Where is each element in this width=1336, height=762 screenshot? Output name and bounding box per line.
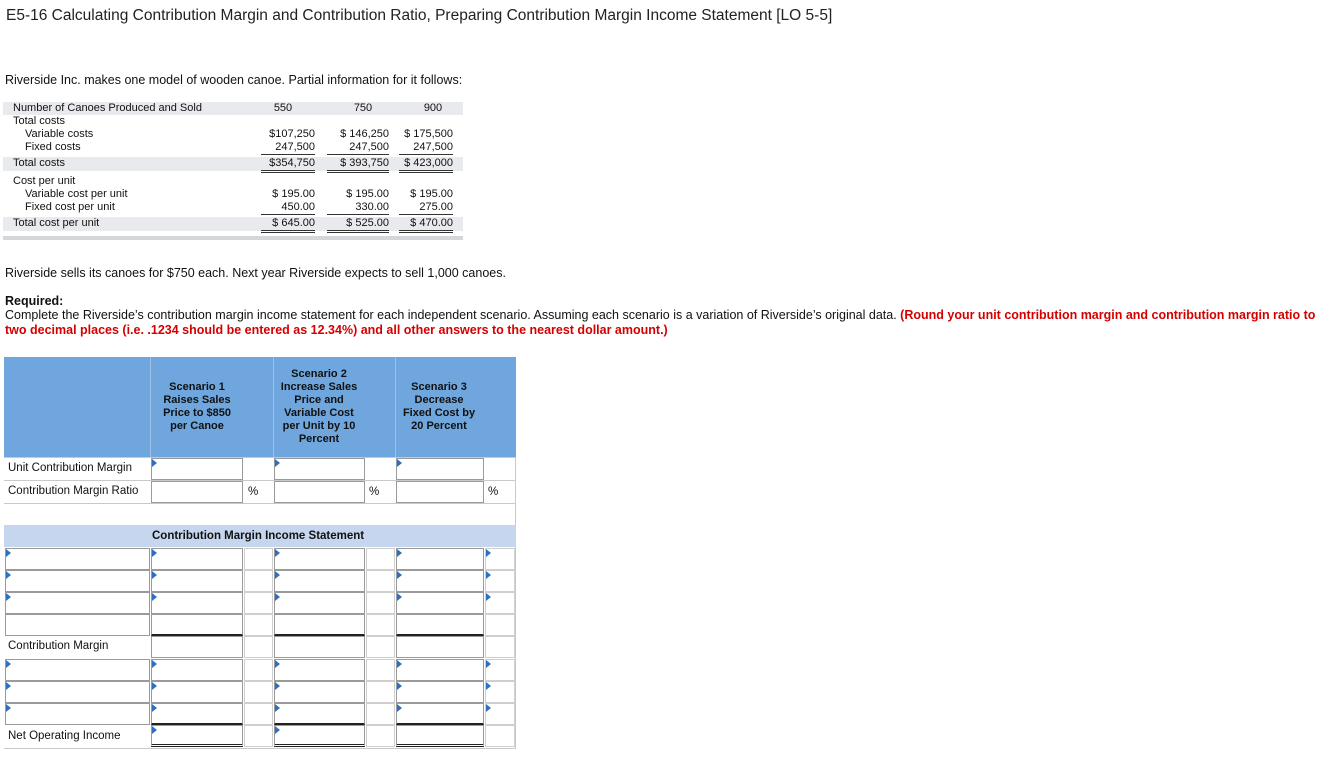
s1-unit-cm-input[interactable] — [151, 458, 243, 480]
spacer-cell — [366, 681, 395, 703]
spacer-cell — [244, 636, 273, 658]
s3-amount-input[interactable] — [396, 636, 484, 658]
info-table-footer-bar — [3, 236, 463, 240]
spacer-cell — [485, 548, 515, 570]
info-header-900: 900 — [423, 102, 443, 114]
s2-amount-input[interactable] — [274, 703, 365, 725]
spacer-cell — [244, 548, 273, 570]
s1-cm-ratio-input[interactable] — [151, 481, 243, 503]
spacer-cell — [485, 681, 515, 703]
s2-amount-input[interactable] — [274, 592, 365, 614]
required-heading: Required: — [5, 294, 64, 308]
s2-unit-cm-input[interactable] — [274, 458, 365, 480]
s2-amount-input[interactable] — [274, 659, 365, 681]
spacer-cell — [485, 570, 515, 592]
s3-amount-input[interactable] — [396, 592, 484, 614]
spacer-cell — [485, 703, 515, 725]
is-line-item-select[interactable] — [5, 548, 150, 570]
spacer-cell — [366, 636, 395, 658]
spacer-cell — [366, 548, 395, 570]
rounding-note: (Round your unit contribution margin and contribution margin ratio to two decimal places (i.e. .1234 should be entered as 12.34%) and all other answers to the nearest dollar amount.) — [5, 308, 1316, 337]
spacer-cell — [244, 703, 273, 725]
s2-cm-ratio-input[interactable] — [274, 481, 365, 503]
is-line-item-select[interactable] — [5, 570, 150, 592]
spacer-cell — [366, 592, 395, 614]
tcpu-900: $ 470.00 — [399, 217, 453, 233]
fcpu-750: 330.00 — [327, 201, 389, 215]
is-line-item-select[interactable] — [5, 659, 150, 681]
cost-per-unit-heading: Cost per unit — [13, 175, 76, 187]
info-header-row — [3, 102, 463, 115]
s3-amount-input[interactable] — [396, 548, 484, 570]
net-operating-income-label: Net Operating Income — [8, 730, 121, 742]
total-cost-per-unit-label: Total cost per unit — [13, 217, 100, 229]
fixed-costs-label: Fixed costs — [25, 141, 81, 153]
spacer-cell — [366, 570, 395, 592]
s3-cm-ratio-input[interactable] — [396, 481, 484, 503]
s1-amount-input[interactable] — [151, 592, 243, 614]
unit-contribution-margin-label: Unit Contribution Margin — [8, 462, 133, 474]
spacer-cell — [366, 614, 395, 636]
intro-text: Riverside Inc. makes one model of wooden canoe. Partial information for it follows: — [5, 73, 463, 87]
spacer-cell — [485, 659, 515, 681]
spacer-cell — [485, 636, 515, 658]
s1-amount-input[interactable] — [151, 725, 243, 747]
s3-amount-input[interactable] — [396, 725, 484, 747]
variable-costs-label: Variable costs — [25, 128, 94, 140]
s2-amount-input[interactable] — [274, 636, 365, 658]
fcpu-550: 450.00 — [261, 201, 315, 215]
spacer-cell — [244, 659, 273, 681]
spacer-cell — [244, 570, 273, 592]
s3-amount-input[interactable] — [396, 681, 484, 703]
scenario-3-heading: Scenario 3 Decrease Fixed Cost by 20 Percent — [402, 381, 476, 432]
spacer-cell — [244, 592, 273, 614]
required-text: Complete the Riverside’s contribution margin income statement for each independent scenario. Assuming each scenario is a variation of Riverside’s original data. — [5, 308, 897, 322]
fixed-cost-per-unit-label: Fixed cost per unit — [25, 201, 115, 213]
is-line-item-select[interactable] — [5, 592, 150, 614]
s1-amount-input[interactable] — [151, 636, 243, 658]
fcpu-900: 275.00 — [399, 201, 453, 215]
s2-percent-sign: % — [369, 486, 380, 498]
spacer-cell — [366, 659, 395, 681]
s2-amount-input[interactable] — [274, 725, 365, 747]
vcpu-750: $ 195.00 — [346, 188, 389, 200]
s1-amount-input[interactable] — [151, 614, 243, 636]
cmis-title: Contribution Margin Income Statement — [152, 530, 365, 542]
info-header-label: Number of Canoes Produced and Sold — [13, 102, 202, 114]
vcpu-900: $ 195.00 — [410, 188, 453, 200]
tcpu-750: $ 525.00 — [327, 217, 389, 233]
spacer-cell — [366, 703, 395, 725]
scenario-1-heading: Scenario 1 Raises Sales Price to $850 per Canoe — [163, 381, 231, 432]
scenario-2-heading: Scenario 2 Increase Sales Price and Variable Cost per Unit by 10 Percent — [280, 368, 358, 445]
s3-amount-input[interactable] — [396, 703, 484, 725]
s3-percent-sign: % — [488, 486, 499, 498]
s1-amount-input[interactable] — [151, 703, 243, 725]
variable-costs-550: $107,250 — [269, 128, 315, 140]
s3-unit-cm-input[interactable] — [396, 458, 484, 480]
variable-cost-per-unit-label: Variable cost per unit — [25, 188, 128, 200]
page-title: E5-16 Calculating Contribution Margin and Contribution Ratio, Preparing Contribution Margin Income Statement [LO 5-5] — [6, 7, 833, 24]
contribution-margin-ratio-label: Contribution Margin Ratio — [8, 485, 139, 497]
spacer-cell — [366, 725, 395, 747]
spacer-cell — [485, 614, 515, 636]
info-header-750: 750 — [353, 102, 373, 114]
sells-text: Riverside sells its canoes for $750 each. Next year Riverside expects to sell 1,000 canoes. — [5, 266, 506, 280]
fixed-costs-900: 247,500 — [399, 141, 453, 155]
s1-amount-input[interactable] — [151, 548, 243, 570]
s1-amount-input[interactable] — [151, 681, 243, 703]
total-costs-750: $ 393,750 — [327, 157, 389, 173]
total-costs-heading: Total costs — [13, 115, 65, 127]
fixed-costs-750: 247,500 — [327, 141, 389, 155]
s1-amount-input[interactable] — [151, 570, 243, 592]
s2-amount-input[interactable] — [274, 548, 365, 570]
s2-amount-input[interactable] — [274, 614, 365, 636]
variable-costs-900: $ 175,500 — [404, 128, 453, 140]
fixed-costs-550: 247,500 — [261, 141, 315, 155]
spacer-cell — [244, 725, 273, 747]
info-header-550: 550 — [273, 102, 293, 114]
spacer-cell — [244, 614, 273, 636]
variable-costs-750: $ 146,250 — [340, 128, 389, 140]
vcpu-550: $ 195.00 — [272, 188, 315, 200]
required-instructions — [5, 308, 1331, 338]
total-costs-550: $354,750 — [261, 157, 315, 173]
s2-amount-input[interactable] — [274, 681, 365, 703]
spacer-cell — [244, 681, 273, 703]
s1-amount-input[interactable] — [151, 659, 243, 681]
spacer-cell — [485, 592, 515, 614]
s3-amount-input[interactable] — [396, 659, 484, 681]
is-line-item-select[interactable] — [5, 681, 150, 703]
s3-amount-input[interactable] — [396, 614, 484, 636]
tcpu-550: $ 645.00 — [261, 217, 315, 233]
s1-percent-sign: % — [248, 486, 259, 498]
spacer-cell — [485, 725, 515, 747]
contribution-margin-label: Contribution Margin — [8, 640, 109, 652]
s2-amount-input[interactable] — [274, 570, 365, 592]
total-costs-900: $ 423,000 — [399, 157, 453, 173]
total-costs-label: Total costs — [13, 157, 65, 169]
s3-amount-input[interactable] — [396, 570, 484, 592]
is-line-item-select[interactable] — [5, 703, 150, 725]
is-line-item-select[interactable] — [5, 614, 150, 636]
